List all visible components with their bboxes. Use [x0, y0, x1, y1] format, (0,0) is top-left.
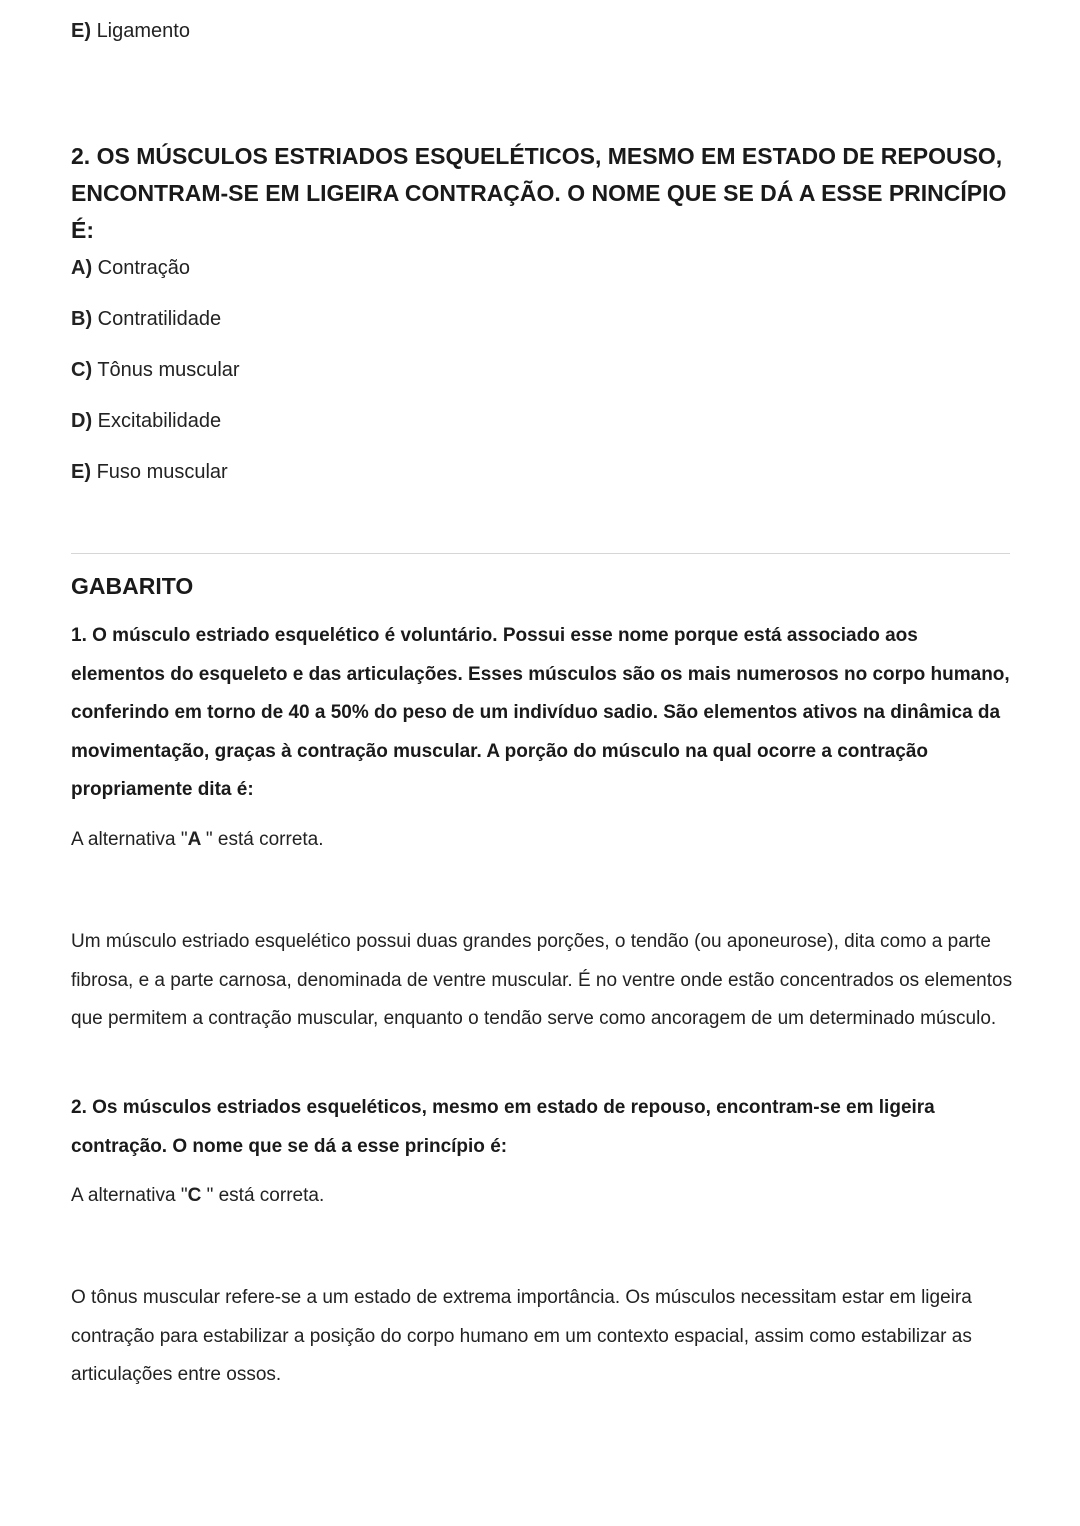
answer-suffix: " está correta. — [206, 1185, 325, 1206]
option-e — [71, 458, 240, 486]
section-divider — [71, 553, 1010, 554]
option-letter: A) — [71, 257, 93, 279]
option-letter: E) — [71, 20, 91, 42]
option-d — [71, 407, 240, 435]
option-b — [71, 305, 240, 333]
option-a — [71, 254, 240, 282]
option-text: Contratilidade — [97, 308, 222, 330]
gabarito-answer-2 — [71, 1177, 1016, 1216]
option-letter: B) — [71, 308, 93, 330]
answer-letter: A — [187, 829, 206, 850]
answer-letter: C — [187, 1185, 207, 1206]
option-letter: C) — [71, 359, 93, 381]
gabarito-explanation-2: O tônus muscular refere-se a um estado de extrema importância. Os músculos necessitam estar em ligeira contração para estabilizar a posição do corpo humano em um contexto espacial, assim como estabilizar as articulações entre ossos. — [71, 1287, 972, 1385]
question-2-title: 2. OS MÚSCULOS ESTRIADOS ESQUELÉTICOS, MESMO EM ESTADO DE REPOUSO, ENCONTRAM-SE EM LIGEIRA CONTRAÇÃO. O NOME QUE SE DÁ A ESSE PRINCÍPIO É: — [71, 143, 1007, 243]
question-2-options — [71, 254, 240, 509]
gabarito-question-1: 1. O músculo estriado esquelético é voluntário. Possui esse nome porque está associado aos elementos do esqueleto e das articulações. Esses músculos são os mais numerosos no corpo humano, conferindo em torno de 40 a 50% do peso de um indivíduo sadio. São elementos ativos na dinâmica da movimentação, graças à contração muscular. A porção do músculo na qual ocorre a contração propriamente dita é: — [71, 625, 1010, 800]
option-text: Tônus muscular — [97, 359, 240, 381]
gabarito-question-2: 2. Os músculos estriados esqueléticos, mesmo em estado de repouso, encontram-se em ligeira contração. O nome que se dá a esse princípio é: — [71, 1097, 935, 1157]
option-text: Fuso muscular — [96, 461, 228, 483]
option-text: Contração — [97, 257, 190, 279]
option-letter: D) — [71, 410, 93, 432]
gabarito-title: GABARITO — [71, 573, 194, 599]
gabarito-answer-1 — [71, 821, 1016, 860]
option-text: Ligamento — [96, 20, 190, 42]
answer-prefix: A alternativa " — [71, 829, 188, 850]
previous-question-option-e — [71, 17, 190, 45]
answer-suffix: " está correta. — [205, 829, 324, 850]
option-c — [71, 356, 240, 384]
answer-prefix: A alternativa " — [71, 1185, 188, 1206]
gabarito-explanation-1: Um músculo estriado esquelético possui duas grandes porções, o tendão (ou aponeurose), dita como a parte fibrosa, e a parte carnosa, denominada de ventre muscular. É no ventre onde estão concentrados os elementos que permitem a contração muscular, enquanto o tendão serve como ancoragem de um determinado músculo. — [71, 931, 1013, 1029]
option-text: Excitabilidade — [97, 410, 222, 432]
option-letter: E) — [71, 461, 91, 483]
